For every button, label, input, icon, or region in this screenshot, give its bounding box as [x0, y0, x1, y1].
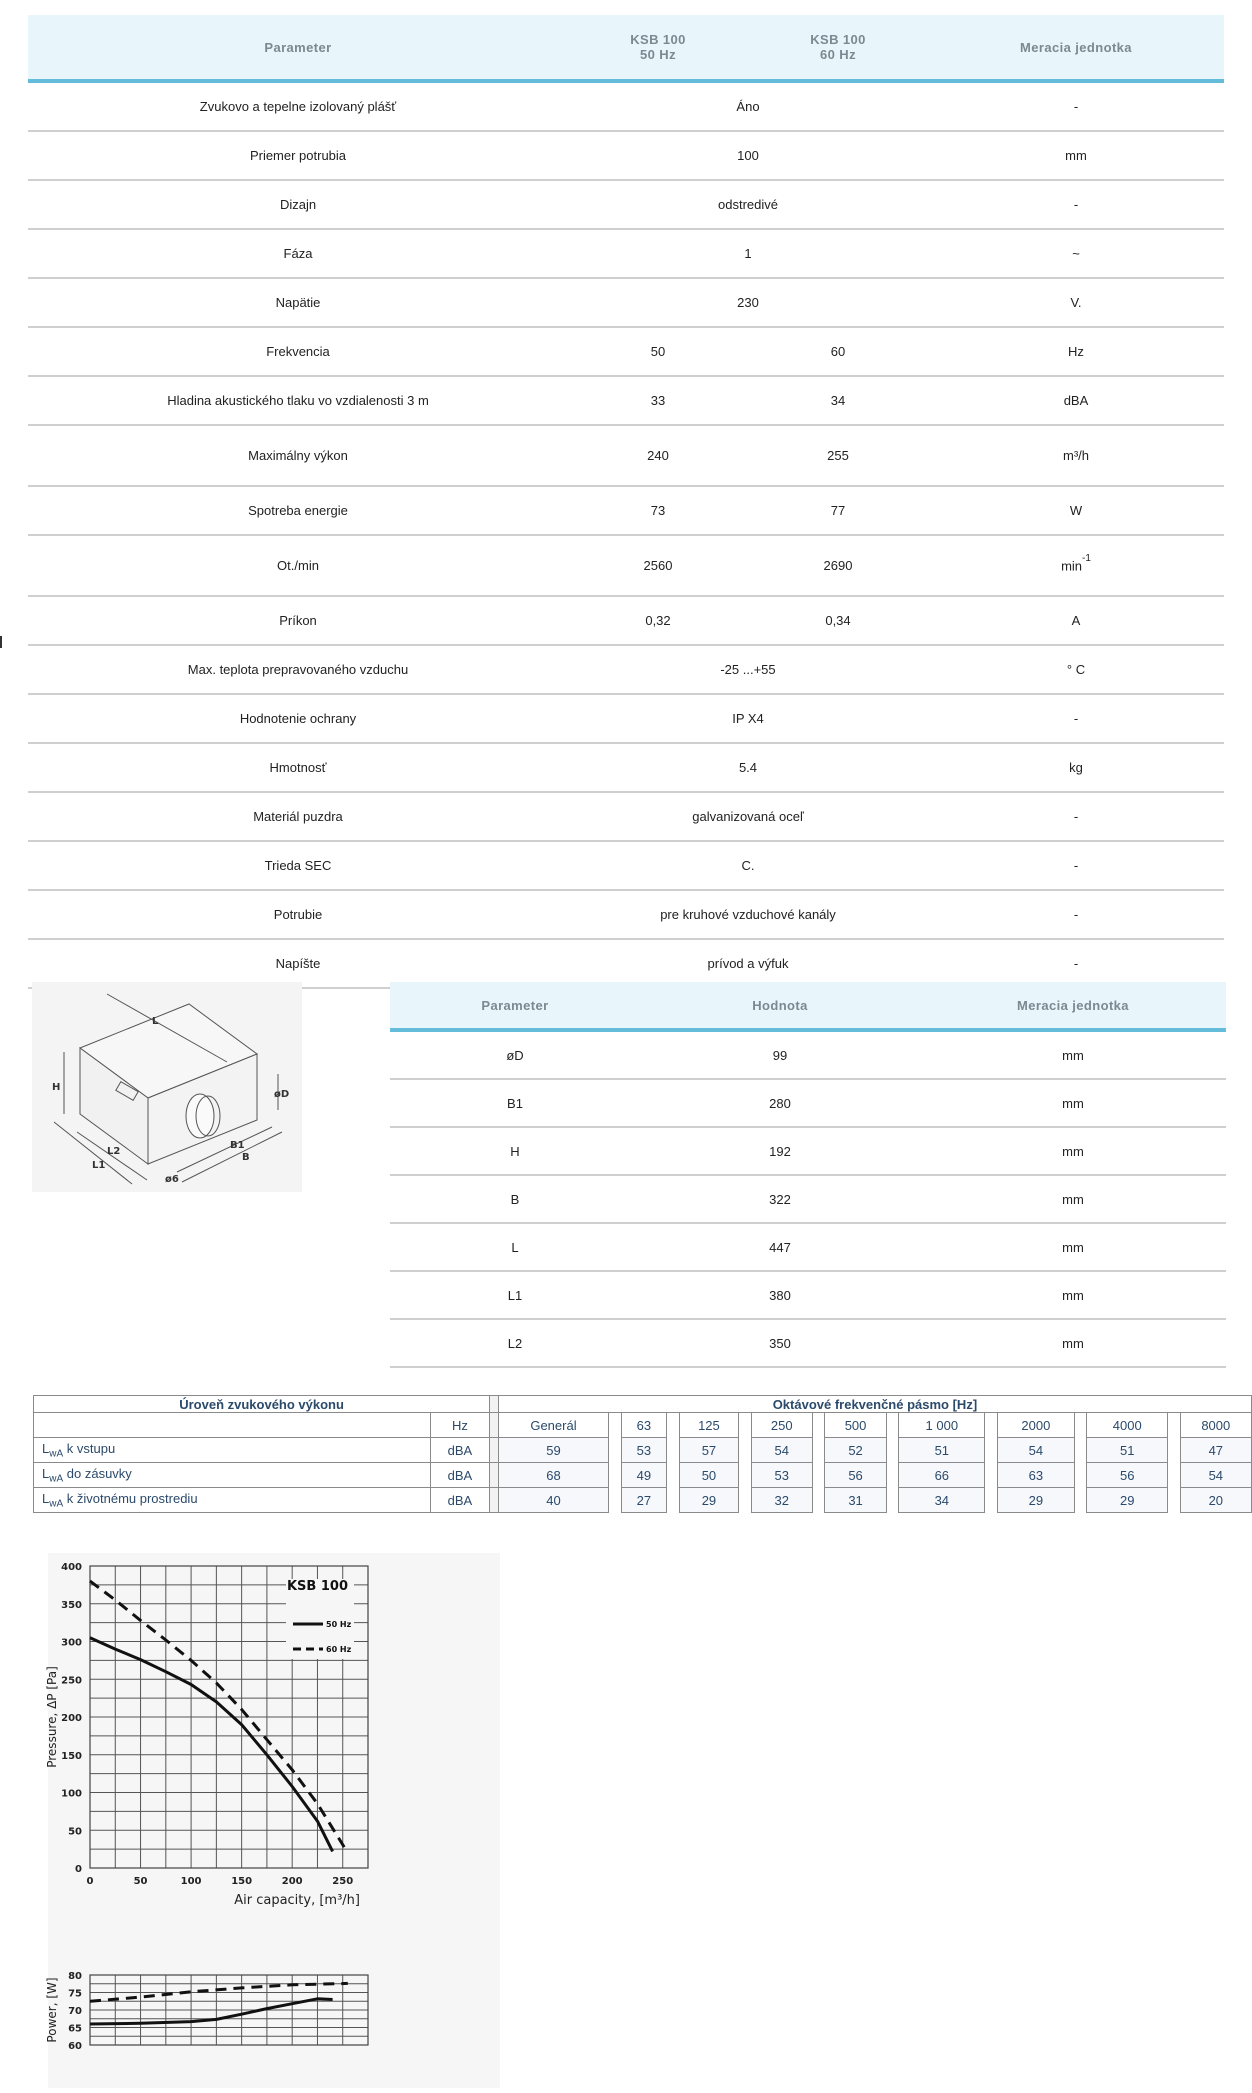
- sound-value: 57: [679, 1438, 738, 1463]
- gap-cell: [985, 1488, 997, 1513]
- sound-value: 47: [1180, 1438, 1251, 1463]
- spec-unit: [928, 295, 1224, 310]
- sound-value: 53: [751, 1463, 812, 1488]
- dim-value: 280: [769, 1095, 791, 1111]
- sound-row-text: k životnému prostrediu: [66, 1490, 198, 1506]
- dim-header-parameter: Parameter: [481, 997, 549, 1013]
- sound-row-label: [34, 1488, 431, 1513]
- sound-unit: dBA: [430, 1488, 490, 1513]
- spec-unit-text: kg: [1069, 760, 1083, 775]
- separator: [490, 1488, 499, 1513]
- dim-value: 350: [769, 1335, 791, 1351]
- separator: [490, 1463, 499, 1488]
- gap-cell: [886, 1413, 898, 1438]
- spec-unit: [928, 503, 1224, 518]
- dim-header-unit: Meracia jednotka: [1017, 997, 1129, 1013]
- spec-row: [28, 536, 1224, 597]
- spec-unit: [928, 448, 1224, 463]
- dim-row: [390, 1272, 1226, 1320]
- legend-label-50hz: 50 Hz: [326, 1620, 352, 1629]
- separator: [490, 1413, 499, 1438]
- spec-unit-text: ~: [1072, 246, 1080, 261]
- header-50hz-model: KSB 100: [630, 32, 686, 47]
- power-chart: [45, 1971, 368, 2052]
- spec-row: [28, 181, 1224, 230]
- dim-param: L: [511, 1239, 519, 1255]
- x-axis-label: Air capacity, [m³/h]: [234, 1893, 360, 1908]
- spec-row: [28, 230, 1224, 279]
- unit-header: Hz: [430, 1413, 490, 1438]
- spec-param: Napätie: [275, 295, 321, 310]
- y-axis-label: Power, [W]: [45, 1977, 59, 2043]
- spec-value-60hz: 2690: [823, 558, 853, 573]
- spec-unit: [928, 711, 1224, 726]
- gap-cell: [886, 1438, 898, 1463]
- gap-cell: [609, 1488, 621, 1513]
- spec-param: Hladina akustického tlaku vo vzdialenosti 3 m: [167, 393, 429, 408]
- spec-value-50hz: 50: [650, 344, 666, 359]
- y-tick-label: 75: [68, 1988, 82, 2000]
- sound-value: 31: [825, 1488, 886, 1513]
- spec-param: Fáza: [283, 246, 313, 261]
- gap-cell: [667, 1438, 679, 1463]
- spec-row: [28, 597, 1224, 646]
- dim-label-L: L: [152, 1016, 159, 1027]
- spec-table-body: [28, 83, 1224, 989]
- spec-param: Príkon: [279, 613, 317, 628]
- spec-row: [28, 132, 1224, 181]
- sound-band-header-row: [34, 1413, 1252, 1438]
- specification-table: [28, 15, 1224, 989]
- gap-cell: [667, 1413, 679, 1438]
- sound-value: 32: [751, 1488, 812, 1513]
- dim-label-B1: B1: [230, 1140, 245, 1151]
- sound-value: 68: [498, 1463, 608, 1488]
- spec-param: Zvukovo a tepelne izolovaný plášť: [199, 99, 397, 114]
- spec-param: Ot./min: [277, 558, 319, 573]
- spec-value-60hz: 255: [827, 448, 849, 463]
- dim-unit: mm: [1062, 1047, 1084, 1063]
- sound-row: [34, 1463, 1252, 1488]
- dim-table-body: [390, 1032, 1226, 1368]
- gap-cell: [739, 1463, 751, 1488]
- spec-row: [28, 487, 1224, 536]
- y-tick-label: 80: [68, 1971, 82, 1982]
- dim-unit: mm: [1062, 1095, 1084, 1111]
- dim-value: 192: [769, 1143, 791, 1159]
- dim-value: 99: [772, 1047, 788, 1063]
- spec-row: [28, 426, 1224, 487]
- spec-unit-text: -: [1073, 809, 1079, 824]
- spec-param: Hodnotenie ochrany: [239, 711, 357, 726]
- spec-param: Maximálny výkon: [248, 448, 348, 463]
- spec-unit-text: ° C: [1066, 662, 1086, 677]
- spec-value: 230: [737, 295, 759, 310]
- dim-row: [390, 1032, 1226, 1080]
- header-60hz-model: KSB 100: [810, 32, 866, 47]
- spec-unit: [928, 99, 1224, 114]
- spec-value: C.: [741, 858, 755, 873]
- spec-value: IP X4: [732, 711, 764, 726]
- lwa-subscript: wA: [49, 1448, 64, 1460]
- gap-cell: [667, 1488, 679, 1513]
- pressure-power-chart: [45, 1553, 500, 2088]
- sound-table-body: [34, 1413, 1252, 1513]
- spec-param: Materiál puzdra: [253, 809, 343, 824]
- gap-cell: [609, 1463, 621, 1488]
- spec-row: [28, 328, 1224, 377]
- sound-power-table: [33, 1395, 1252, 1513]
- sound-value: 54: [1180, 1463, 1251, 1488]
- spec-value: odstredivé: [718, 197, 778, 212]
- spec-unit-sup: -1: [1082, 553, 1091, 565]
- spec-value: -25 ...+55: [720, 662, 776, 677]
- dim-row: [390, 1320, 1226, 1368]
- header-parameter: Parameter: [264, 39, 332, 55]
- dim-param: B1: [507, 1095, 523, 1111]
- chart-legend: [286, 1579, 354, 1659]
- y-tick-label: 50: [68, 1826, 82, 1838]
- spec-param: Frekvencia: [266, 344, 330, 359]
- separator: [490, 1396, 499, 1413]
- dim-label-B: B: [242, 1152, 250, 1163]
- dim-param: H: [510, 1143, 520, 1159]
- spec-value-60hz: 60: [830, 344, 846, 359]
- header-50hz-freq: 50 Hz: [640, 47, 676, 62]
- dim-value: 380: [769, 1287, 791, 1303]
- gap-cell: [739, 1488, 751, 1513]
- dim-param: øD: [506, 1047, 524, 1063]
- box-diagram-svg: [32, 982, 302, 1192]
- sound-value: 51: [899, 1438, 985, 1463]
- chart-title: KSB 100: [286, 1579, 348, 1594]
- dim-label-H: H: [52, 1082, 61, 1093]
- spec-unit-text: W: [1069, 503, 1083, 518]
- y-tick-label: 60: [68, 2041, 82, 2052]
- gap-cell: [812, 1488, 824, 1513]
- spec-unit-text: m³/h: [1063, 448, 1089, 463]
- lwa-subscript: wA: [49, 1473, 64, 1485]
- sound-value: 54: [997, 1438, 1074, 1463]
- header-60hz-freq: 60 Hz: [820, 47, 856, 62]
- spec-row: [28, 744, 1224, 793]
- y-tick-label: 400: [61, 1562, 82, 1573]
- lwa-symbol: L: [42, 1440, 50, 1456]
- sound-value: 50: [679, 1463, 738, 1488]
- dim-label-D: øD: [274, 1089, 290, 1100]
- x-tick-label: 150: [231, 1876, 253, 1887]
- spec-unit-text: Hz: [1068, 344, 1084, 359]
- y-tick-label: 300: [61, 1637, 82, 1649]
- dim-value: 447: [769, 1239, 791, 1255]
- spec-unit: [928, 197, 1224, 212]
- gap-cell: [1074, 1438, 1086, 1463]
- sound-row-text: do zásuvky: [66, 1465, 132, 1481]
- sound-unit: dBA: [430, 1463, 490, 1488]
- sound-title-right: Oktávové frekvenčné pásmo [Hz]: [498, 1396, 1251, 1413]
- dim-value: 322: [769, 1191, 791, 1207]
- spec-param: Napíšte: [275, 956, 321, 971]
- sound-row-label: [34, 1463, 431, 1488]
- spec-unit: [928, 956, 1224, 971]
- spec-value-50hz: 33: [650, 393, 666, 408]
- gap-cell: [1168, 1463, 1180, 1488]
- spec-unit: [928, 858, 1224, 873]
- band-header: 500: [825, 1413, 886, 1438]
- series-line-50hz: [90, 1999, 333, 2024]
- y-tick-label: 100: [61, 1788, 82, 1800]
- gap-cell: [886, 1488, 898, 1513]
- gap-cell: [739, 1438, 751, 1463]
- gap-cell: [1074, 1488, 1086, 1513]
- spec-unit: [928, 907, 1224, 922]
- band-header: Generál: [498, 1413, 608, 1438]
- legend-label-60hz: 60 Hz: [326, 1645, 352, 1654]
- gap-cell: [1074, 1413, 1086, 1438]
- gap-cell: [985, 1463, 997, 1488]
- gap-cell: [812, 1413, 824, 1438]
- spec-param: Spotreba energie: [248, 503, 348, 518]
- spec-unit-text: -: [1073, 907, 1079, 922]
- band-header: 1 000: [899, 1413, 985, 1438]
- spec-unit: [928, 662, 1224, 677]
- sound-value: 52: [825, 1438, 886, 1463]
- spec-row: [28, 279, 1224, 328]
- y-tick-label: 150: [61, 1750, 82, 1762]
- y-tick-label: 200: [61, 1713, 82, 1724]
- gap-cell: [985, 1413, 997, 1438]
- spec-unit-text: dBA: [1063, 393, 1089, 408]
- x-tick-label: 250: [332, 1876, 354, 1887]
- spec-value: 1: [744, 246, 752, 261]
- gap-cell: [1074, 1463, 1086, 1488]
- dim-table-header: [390, 982, 1226, 1032]
- band-header: 125: [679, 1413, 738, 1438]
- dimension-table: [390, 982, 1226, 1368]
- sound-value: 63: [997, 1463, 1074, 1488]
- spec-unit-text: -: [1073, 711, 1079, 726]
- dim-label-L2: L2: [107, 1146, 121, 1157]
- spec-value-50hz: 73: [650, 503, 666, 518]
- spec-row: [28, 377, 1224, 426]
- x-tick-label: 100: [180, 1876, 202, 1887]
- y-tick-label: 70: [68, 2006, 82, 2017]
- sound-value: 20: [1180, 1488, 1251, 1513]
- sound-row: [34, 1488, 1252, 1513]
- spec-value: 100: [737, 148, 759, 163]
- spec-table-header: [28, 15, 1224, 83]
- dim-row: [390, 1080, 1226, 1128]
- x-tick-label: 0: [86, 1876, 94, 1887]
- sound-row-label: [34, 1438, 431, 1463]
- spec-value: Áno: [736, 99, 760, 114]
- spec-unit: [928, 760, 1224, 775]
- spec-value-60hz: 34: [830, 393, 846, 408]
- sound-value: 49: [621, 1463, 667, 1488]
- spec-param: Trieda SEC: [264, 858, 332, 873]
- gap-cell: [812, 1463, 824, 1488]
- dim-label-hole: ø6: [165, 1174, 179, 1185]
- dim-header-value: Hodnota: [752, 997, 808, 1013]
- dim-unit: mm: [1062, 1191, 1084, 1207]
- product-dimension-drawing: [32, 982, 302, 1192]
- spec-row: [28, 646, 1224, 695]
- spec-unit-text: -: [1073, 99, 1079, 114]
- spec-value-60hz: 77: [830, 503, 846, 518]
- sound-value: 27: [621, 1488, 667, 1513]
- dim-unit: mm: [1062, 1239, 1084, 1255]
- sound-value: 66: [899, 1463, 985, 1488]
- gap-cell: [609, 1413, 621, 1438]
- spec-unit-text: -: [1073, 858, 1079, 873]
- gap-cell: [1168, 1488, 1180, 1513]
- spec-value-50hz: 0,32: [645, 613, 671, 628]
- pressure-chart: [45, 1562, 368, 1908]
- dim-param: L1: [507, 1287, 523, 1303]
- sound-title-left: Úroveň zvukového výkonu: [34, 1396, 490, 1413]
- spec-value-50hz: 240: [647, 448, 669, 463]
- sound-value: 53: [621, 1438, 667, 1463]
- sound-value: 54: [751, 1438, 812, 1463]
- spec-value: pre kruhové vzduchové kanály: [660, 907, 836, 922]
- spec-value: 5.4: [738, 760, 758, 775]
- sound-value: 29: [679, 1488, 738, 1513]
- spec-param: Priemer potrubia: [249, 148, 347, 163]
- blank-cell: [34, 1413, 431, 1438]
- dim-param: B: [510, 1191, 520, 1207]
- spec-param: Max. teplota prepravovaného vzduchu: [187, 662, 409, 677]
- x-tick-label: 50: [133, 1876, 148, 1887]
- spec-row: [28, 793, 1224, 842]
- sound-value: 59: [498, 1438, 608, 1463]
- sound-value: 29: [997, 1488, 1074, 1513]
- spec-unit-text: min: [1061, 558, 1083, 574]
- header-50hz: [568, 32, 748, 62]
- band-header: 8000: [1180, 1413, 1251, 1438]
- sound-row-text: k vstupu: [66, 1440, 116, 1456]
- spec-row: [28, 842, 1224, 891]
- gap-cell: [739, 1413, 751, 1438]
- sound-value: 56: [1087, 1463, 1168, 1488]
- x-tick-label: 200: [281, 1876, 303, 1887]
- spec-param: Potrubie: [273, 907, 323, 922]
- spec-unit: [928, 246, 1224, 261]
- header-60hz: [748, 32, 928, 62]
- band-header: 250: [751, 1413, 812, 1438]
- spec-unit: [928, 148, 1224, 163]
- dim-row: [390, 1176, 1226, 1224]
- spec-row: [28, 83, 1224, 132]
- dim-label-L1: L1: [92, 1160, 106, 1171]
- spec-param: Hmotnosť: [269, 760, 327, 775]
- gap-cell: [1168, 1413, 1180, 1438]
- dim-unit: mm: [1062, 1287, 1084, 1303]
- sound-value: 56: [825, 1463, 886, 1488]
- sound-unit: dBA: [430, 1438, 490, 1463]
- spec-value: galvanizovaná oceľ: [692, 809, 804, 824]
- gap-cell: [985, 1438, 997, 1463]
- spec-value: prívod a výfuk: [707, 956, 789, 971]
- edge-fragment: [0, 636, 2, 648]
- spec-unit: [928, 613, 1224, 628]
- band-header: 2000: [997, 1413, 1074, 1438]
- dim-row: [390, 1128, 1226, 1176]
- separator: [490, 1438, 499, 1463]
- sound-value: 34: [899, 1488, 985, 1513]
- band-header: 63: [621, 1413, 667, 1438]
- performance-charts: [45, 1553, 500, 2088]
- spec-param: Dizajn: [279, 197, 317, 212]
- lwa-symbol: L: [42, 1490, 50, 1506]
- gap-cell: [886, 1463, 898, 1488]
- sound-value: 40: [498, 1488, 608, 1513]
- header-unit: Meracia jednotka: [1020, 39, 1132, 55]
- spec-row: [28, 891, 1224, 940]
- spec-row: [28, 695, 1224, 744]
- spec-unit: [928, 393, 1224, 408]
- spec-unit-text: A: [1071, 613, 1081, 628]
- spec-unit: [928, 344, 1224, 359]
- spec-unit-text: -: [1073, 956, 1079, 971]
- dim-row: [390, 1224, 1226, 1272]
- spec-unit-text: V.: [1070, 295, 1082, 310]
- sound-row: [34, 1438, 1252, 1463]
- y-axis-label: Pressure, ΔP [Pa]: [45, 1666, 59, 1768]
- lwa-symbol: L: [42, 1465, 50, 1481]
- gap-cell: [667, 1463, 679, 1488]
- y-tick-label: 250: [61, 1675, 82, 1687]
- lwa-subscript: wA: [49, 1498, 64, 1510]
- spec-unit-text: mm: [1065, 148, 1087, 163]
- y-tick-label: 350: [61, 1599, 82, 1611]
- sound-value: 51: [1087, 1438, 1168, 1463]
- y-tick-label: 0: [75, 1864, 82, 1875]
- dim-unit: mm: [1062, 1335, 1084, 1351]
- gap-cell: [609, 1438, 621, 1463]
- gap-cell: [812, 1438, 824, 1463]
- gap-cell: [1168, 1438, 1180, 1463]
- dim-param: L2: [507, 1335, 523, 1351]
- spec-unit: [928, 553, 1224, 574]
- spec-unit: [928, 809, 1224, 824]
- y-tick-label: 65: [68, 2023, 82, 2035]
- series-line-50hz: [90, 1638, 333, 1852]
- dim-unit: mm: [1062, 1143, 1084, 1159]
- spec-value-50hz: 2560: [643, 558, 673, 573]
- sound-value: 29: [1087, 1488, 1168, 1513]
- spec-unit-text: -: [1073, 197, 1079, 212]
- spec-value-60hz: 0,34: [825, 613, 851, 628]
- band-header: 4000: [1087, 1413, 1168, 1438]
